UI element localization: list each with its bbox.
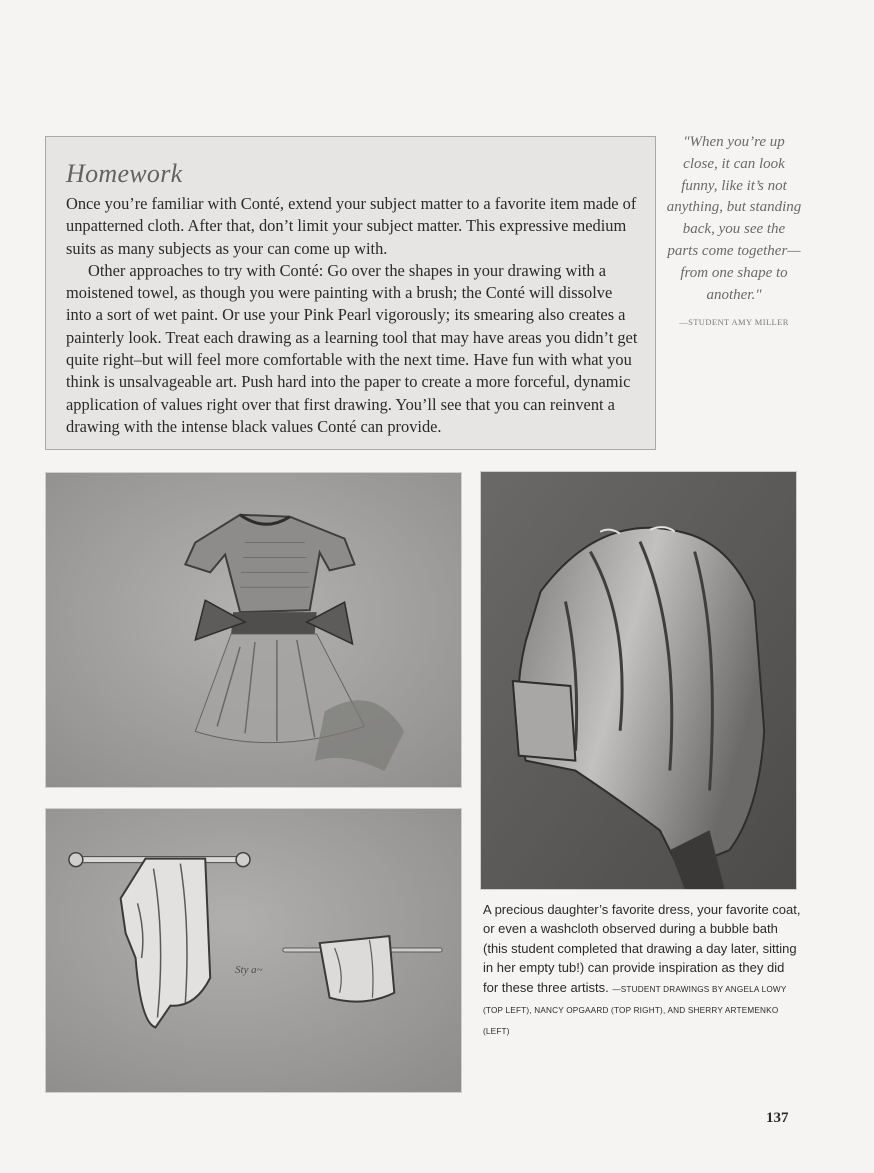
towel-bar-knob-right: [236, 853, 250, 867]
page-number: 137: [766, 1110, 789, 1126]
homework-body: [66, 193, 641, 438]
pull-quote-text: "When you’re up close, it can look funny, like it’s not anything, but standing back, you see the parts come together— from one shape to another.": [666, 134, 802, 303]
towel-drawing: [45, 808, 462, 1093]
homework-paragraph-2: Other approaches to try with Conté: Go over the shapes in your drawing with a moistened towel, as though you were painting with a brush; the Conté will dissolve into a sort of wet paint. Or use your Pink Pearl vigorously; its smearing also creates a painterly look. Treat each drawing as a learning tool that may have areas you didn’t get quite right–but will feel more comfortable with the next time. Have fun with what you think is unsalvageable art. Push hard into the paper to create a more forceful, dynamic application of values right over that first drawing. You’ll see that you can reinvent a drawing with the intense black values Conté can provide.: [66, 260, 638, 436]
pull-quote: [666, 132, 802, 334]
homework-box: [45, 136, 656, 450]
pull-quote-attribution: —STUDENT AMY MILLER: [679, 317, 789, 328]
coat-cuff-shape: [513, 681, 576, 761]
towel-bar-knob-left: [69, 853, 83, 867]
dress-drawing: [45, 472, 462, 788]
dress-drawing-art: [46, 473, 461, 787]
caption-credit: —STUDENT DRAWINGS BY ANGELA LOWY (TOP LEFT), NANCY OPGAARD (TOP RIGHT), AND SHERRY ARTEMENKO (LEFT): [483, 984, 787, 1037]
washcloth-shape: [320, 936, 395, 1002]
towel-drawing-art: [46, 809, 461, 1092]
figure-caption: [483, 900, 801, 1042]
caption-text: A precious daughter’s favorite dress, your favorite coat, or even a washcloth observed during a bubble bath (this student completed that drawing a day later, sitting in her empty tub!) can provide inspiration as they did for these three artists.: [483, 902, 801, 995]
coat-drawing-art: [481, 472, 796, 889]
homework-paragraph-1: Once you’re familiar with Conté, extend your subject matter to a favorite item made of unpatterned cloth. After that, don’t limit your subject matter. This expressive medium suits as many subjects as your can come up with.: [66, 194, 637, 258]
homework-title: Homework: [66, 159, 183, 188]
artist-signature: Sty a~: [235, 963, 263, 976]
coat-drawing: [480, 471, 797, 890]
